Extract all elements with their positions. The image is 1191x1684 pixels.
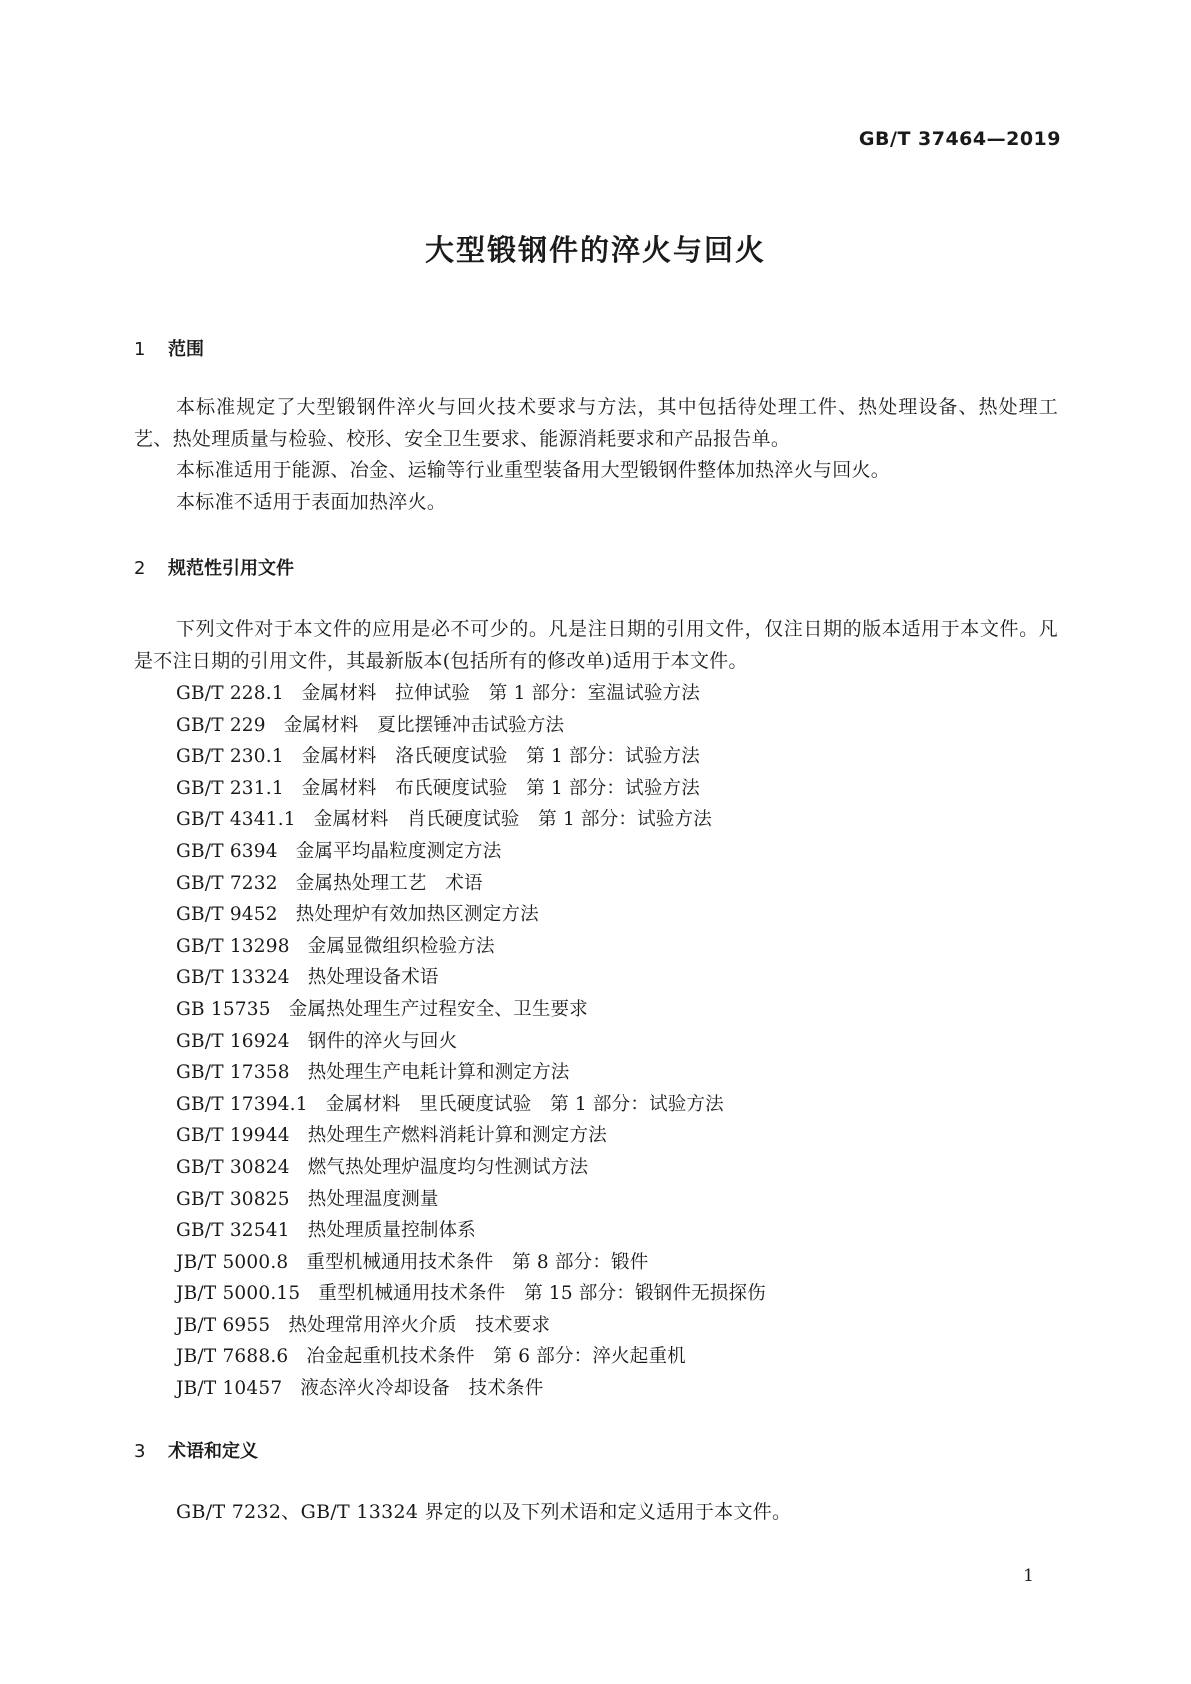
reference-item <box>176 1310 766 1342</box>
section-title: 规范性引用文件 <box>168 558 294 579</box>
reference-item <box>176 994 766 1026</box>
reference-item <box>176 931 766 963</box>
page-number: 1 <box>1023 1566 1034 1586</box>
reference-title: 金属材料 夏比摆锤冲击试验方法 <box>283 714 565 736</box>
reference-code: GB/T 228.1 <box>176 683 284 704</box>
reference-code: GB/T 9452 <box>176 904 278 926</box>
reference-title: 金属材料 布氏硬度试验 第 1 部分：试验方法 <box>301 777 700 799</box>
scope-paragraph-3: 本标准不适用于表面加热淬火。 <box>176 491 447 513</box>
reference-title: 热处理质量控制体系 <box>307 1220 476 1242</box>
reference-title: 重型机械通用技术条件 第 8 部分：锻件 <box>306 1251 649 1273</box>
reference-item <box>176 868 766 900</box>
scope-paragraph-2: 本标准适用于能源、冶金、运输等行业重型装备用大型锻钢件整体加热淬火与回火。 <box>176 459 891 481</box>
reference-item <box>176 1247 766 1279</box>
section-number: 2 <box>134 558 146 579</box>
reference-item <box>176 899 766 931</box>
reference-code: GB/T 30825 <box>176 1188 290 1210</box>
reference-title: 金属热处理生产过程安全、卫生要求 <box>288 998 588 1020</box>
document-title: 大型锻钢件的淬火与回火 <box>424 233 766 267</box>
reference-title: 热处理生产燃料消耗计算和测定方法 <box>307 1125 607 1147</box>
reference-item <box>176 836 766 868</box>
reference-code: GB/T 229 <box>176 714 266 736</box>
reference-title: 金属平均晶粒度测定方法 <box>295 840 502 862</box>
reference-code: GB/T 230.1 <box>176 746 284 768</box>
section-title: 术语和定义 <box>168 1441 258 1462</box>
reference-code: GB/T 30824 <box>176 1156 290 1178</box>
reference-code: JB/T 10457 <box>176 1378 283 1400</box>
reference-title: 燃气热处理炉温度均匀性测试方法 <box>307 1156 589 1178</box>
reference-title: 热处理设备术语 <box>307 967 439 989</box>
section-number: 1 <box>134 339 146 360</box>
reference-item <box>176 962 766 994</box>
reference-item <box>176 741 766 773</box>
reference-title: 热处理温度测量 <box>307 1188 439 1210</box>
reference-code: JB/T 5000.15 <box>176 1283 301 1305</box>
section-number: 3 <box>134 1441 146 1462</box>
reference-title: 金属显微组织检验方法 <box>307 935 495 957</box>
reference-item <box>176 1026 766 1058</box>
reference-code: GB/T 16924 <box>176 1030 290 1052</box>
reference-code: GB/T 13298 <box>176 935 290 957</box>
reference-title: 重型机械通用技术条件 第 15 部分：锻钢件无损探伤 <box>318 1283 766 1305</box>
reference-title: 热处理常用淬火介质 技术要求 <box>288 1314 551 1336</box>
reference-code: GB 15735 <box>176 998 271 1020</box>
reference-item <box>176 1057 766 1089</box>
reference-code: GB/T 7232 <box>176 872 278 894</box>
reference-code: JB/T 6955 <box>176 1314 271 1336</box>
reference-title: 金属材料 里氏硬度试验 第 1 部分：试验方法 <box>325 1093 724 1115</box>
section-heading-normative-references <box>134 557 294 581</box>
reference-code: GB/T 4341.1 <box>176 809 296 831</box>
reference-item <box>176 1373 766 1405</box>
reference-title: 金属材料 肖氏硬度试验 第 1 部分：试验方法 <box>313 809 712 831</box>
terms-intro: GB/T 7232、GB/T 13324 界定的以及下列术语和定义适用于本文件。 <box>176 1501 792 1523</box>
reference-title: 金属材料 拉伸试验 第 1 部分：室温试验方法 <box>301 683 700 704</box>
reference-title: 热处理生产电耗计算和测定方法 <box>307 1062 570 1084</box>
reference-code: GB/T 19944 <box>176 1125 290 1147</box>
reference-title: 冶金起重机技术条件 第 6 部分：淬火起重机 <box>306 1346 686 1368</box>
reference-code: GB/T 231.1 <box>176 777 284 799</box>
reference-code: JB/T 5000.8 <box>176 1251 289 1273</box>
reference-code: GB/T 6394 <box>176 840 278 862</box>
reference-item <box>176 1278 766 1310</box>
scope-paragraph-1: 本标准规定了大型锻钢件淬火与回火技术要求与方法，其中包括待处理工件、热处理设备、热处理工艺、热处理质量与检验、校形、安全卫生要求、能源消耗要求和产品报告单。 <box>134 396 1058 450</box>
section-heading-scope <box>134 338 204 362</box>
reference-title: 液态淬火冷却设备 技术条件 <box>300 1378 544 1400</box>
reference-code: GB/T 13324 <box>176 967 290 989</box>
reference-item <box>176 710 766 742</box>
references-intro: 下列文件对于本文件的应用是必不可少的。凡是注日期的引用文件，仅注日期的版本适用于本文件。凡是不注日期的引用文件，其最新版本(包括所有的修改单)适用于本文件。 <box>134 618 1058 672</box>
reference-code: JB/T 7688.6 <box>176 1346 289 1368</box>
reference-item <box>176 804 766 836</box>
reference-title: 金属材料 洛氏硬度试验 第 1 部分：试验方法 <box>301 746 700 768</box>
reference-title: 钢件的淬火与回火 <box>307 1030 458 1052</box>
reference-title: 热处理炉有效加热区测定方法 <box>295 904 539 926</box>
reference-list <box>176 678 766 1405</box>
section-title: 范围 <box>168 339 204 360</box>
reference-item <box>176 1120 766 1152</box>
reference-item <box>176 773 766 805</box>
reference-code: GB/T 32541 <box>176 1220 290 1242</box>
reference-title: 金属热处理工艺 术语 <box>295 872 483 894</box>
reference-item <box>176 1215 766 1247</box>
reference-item <box>176 1184 766 1216</box>
reference-code: GB/T 17358 <box>176 1062 290 1084</box>
reference-item <box>176 678 766 710</box>
reference-item <box>176 1341 766 1373</box>
reference-code: GB/T 17394.1 <box>176 1093 308 1115</box>
standard-number: GB/T 37464—2019 <box>858 128 1061 150</box>
reference-item <box>176 1089 766 1121</box>
reference-item <box>176 1152 766 1184</box>
section-heading-terms <box>134 1440 258 1464</box>
